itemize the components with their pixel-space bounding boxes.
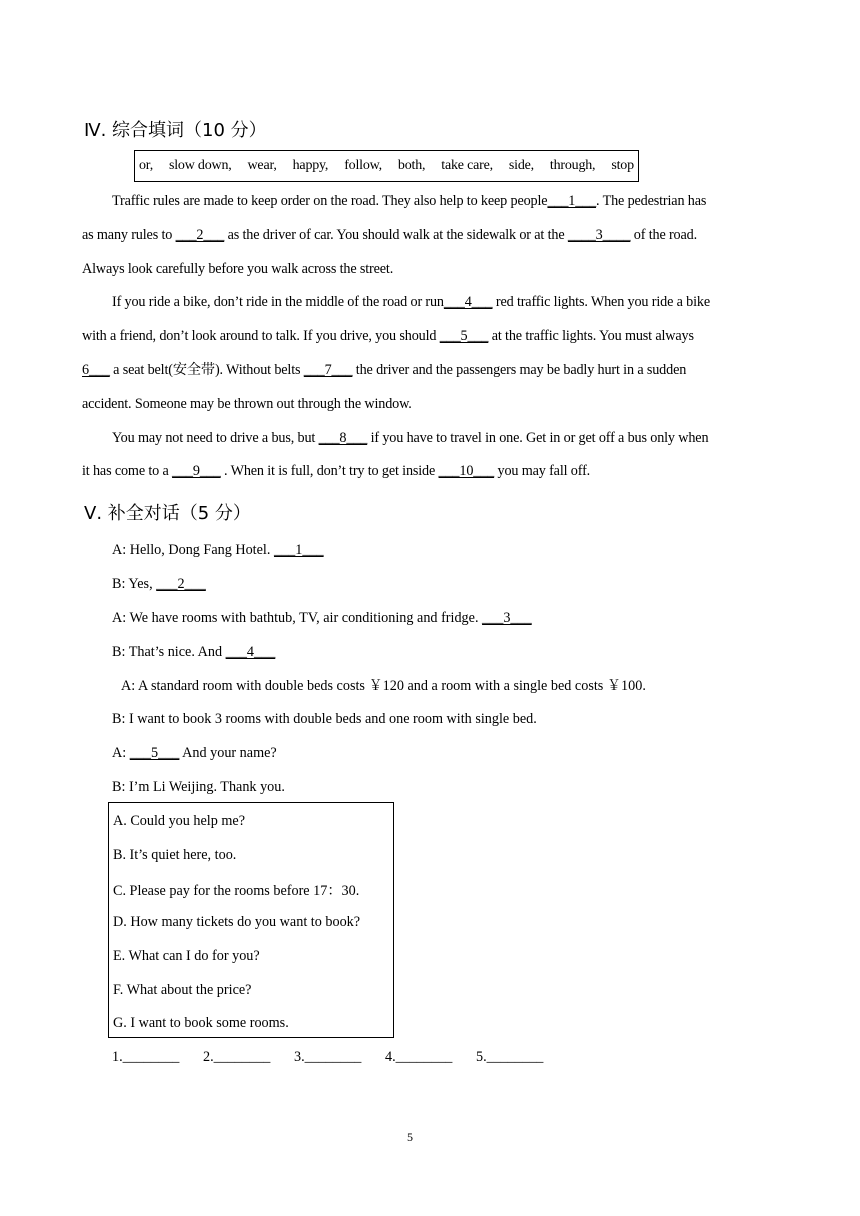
word-bank-item: take care,	[441, 158, 493, 173]
dialogue-line-3	[112, 610, 532, 626]
passage-text: you may fall off.	[494, 463, 591, 479]
word-bank-box	[134, 150, 639, 182]
dialogue-blank-3: ___3___	[482, 610, 532, 626]
dialogue-blank-1: ___1___	[273, 542, 324, 558]
word-bank-item: slow down,	[168, 158, 232, 173]
dialogue-text: B: I’m Li Weijing. Thank you.	[112, 779, 285, 795]
dialogue-text: B: I want to book 3 rooms with double beds and one room with single bed.	[112, 711, 537, 727]
blank-9: ___9___	[172, 463, 221, 479]
dialogue-text: B: Yes,	[112, 576, 157, 592]
dialogue-line-6	[112, 711, 537, 727]
passage-text: . When it is full, don’t try to get inside	[220, 463, 439, 479]
dialogue-text: And your name?	[179, 745, 277, 761]
passage-line-9	[82, 463, 590, 479]
blank-7: ___7___	[303, 362, 353, 378]
section-5-title: Ⅴ. 补全对话（5 分）	[84, 503, 251, 524]
passage-text: You may not need to drive a bus, but	[112, 430, 319, 446]
option-g: G. I want to book some rooms.	[113, 1015, 289, 1031]
option-d: D. How many tickets do you want to book?	[113, 914, 361, 930]
blank-1: ___1___	[547, 193, 597, 209]
passage-text: with a friend, don’t look around to talk. If you drive, you should	[82, 328, 440, 344]
passage-text: Always look carefully before you walk across the street.	[82, 261, 394, 277]
passage-text: as many rules to	[82, 227, 176, 243]
passage-text: if you have to travel in one. Get in or get off a bus only when	[367, 430, 709, 446]
passage-text: . The pedestrian has	[596, 193, 707, 209]
answer-blank-4: 4.________	[385, 1049, 453, 1065]
passage-text: as the driver of car. You should walk at the sidewalk or at the	[224, 227, 568, 243]
blank-6: 6___	[82, 362, 110, 378]
option-a: A. Could you help me?	[113, 813, 246, 829]
answer-blank-3: 3.________	[294, 1049, 362, 1065]
options-box	[108, 802, 394, 1038]
passage-text: red traffic lights. When you ride a bike	[492, 294, 710, 310]
dialogue-blank-5: ___5___	[129, 745, 180, 761]
word-bank-item: stop	[611, 158, 634, 173]
word-bank-item: side,	[508, 158, 534, 173]
dialogue-line-8	[112, 779, 285, 795]
page-number: 5	[407, 1130, 413, 1144]
passage-text: at the traffic lights. You must always	[488, 328, 694, 344]
blank-10: ___10___	[438, 463, 495, 479]
option-e: E. What can I do for you?	[113, 948, 260, 964]
answer-blank-1: 1.________	[112, 1049, 180, 1065]
passage-text: Traffic rules are made to keep order on the road. They also help to keep people	[112, 193, 548, 209]
dialogue-text: A: Hello, Dong Fang Hotel.	[112, 542, 274, 558]
option-b: B. It’s quiet here, too.	[113, 847, 237, 863]
dialogue-text: A: A standard room with double beds costs ￥120 and a room with a single bed costs ￥100.	[121, 678, 646, 694]
dialogue-line-4	[112, 644, 275, 660]
passage-line-4	[112, 294, 710, 310]
option-c: C. Please pay for the rooms before 17：30.	[113, 883, 360, 899]
passage-line-6	[82, 362, 686, 378]
option-f: F. What about the price?	[113, 982, 252, 998]
dialogue-line-7	[112, 745, 277, 761]
blank-5: ___5___	[439, 328, 489, 344]
passage-line-3	[82, 261, 393, 277]
passage-line-1	[112, 193, 706, 209]
blank-2: ___2___	[175, 227, 225, 243]
dialogue-blank-4: ___4___	[225, 644, 276, 660]
section-4-title: Ⅳ. 综合填词（10 分）	[84, 120, 267, 141]
answer-blank-5: 5.________	[476, 1049, 544, 1065]
blank-4: ___4___	[443, 294, 493, 310]
dialogue-line-2	[112, 576, 206, 592]
blank-8: ___8___	[318, 430, 368, 446]
passage-text: of the road.	[630, 227, 697, 243]
word-bank-item: or,	[139, 158, 154, 173]
dialogue-blank-2: ___2___	[156, 576, 206, 592]
passage-text: a seat belt(安全带). Without belts	[109, 362, 304, 378]
word-bank-item: wear,	[247, 158, 277, 173]
dialogue-text: A: We have rooms with bathtub, TV, air conditioning and fridge.	[112, 610, 483, 626]
dialogue-line-1	[112, 542, 324, 558]
passage-line-7	[82, 396, 412, 412]
dialogue-text: B: That’s nice. And	[112, 644, 226, 660]
passage-text: accident. Someone may be thrown out through the window.	[82, 396, 412, 412]
passage-line-2	[82, 227, 697, 243]
dialogue-line-5	[121, 678, 646, 694]
word-bank-item: happy,	[292, 158, 329, 173]
dialogue-text: A:	[112, 745, 130, 761]
passage-line-8	[112, 430, 708, 446]
passage-line-5	[82, 328, 694, 344]
passage-text: If you ride a bike, don’t ride in the middle of the road or run	[112, 294, 444, 310]
word-bank-item: follow,	[344, 158, 382, 173]
word-bank-item: both,	[397, 158, 426, 173]
blank-3: ____3____	[567, 227, 631, 243]
answer-blank-2: 2.________	[203, 1049, 271, 1065]
passage-text: it has come to a	[82, 463, 173, 479]
passage-text: the driver and the passengers may be badly hurt in a sudden	[352, 362, 687, 378]
word-bank-item: through,	[549, 158, 596, 173]
